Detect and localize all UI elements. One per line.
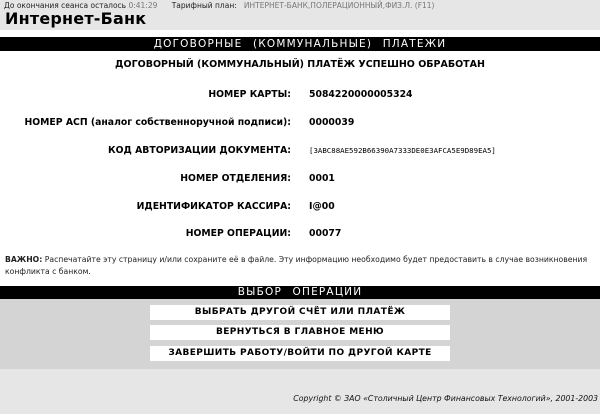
bank-title: Интернет-Банк xyxy=(5,9,147,28)
signature-number-value: 0000039 xyxy=(309,117,355,128)
cashier-id-value: I@00 xyxy=(309,201,335,212)
branch-number-label: НОМЕР ОТДЕЛЕНИЯ: xyxy=(180,173,291,184)
signature-number-label: НОМЕР АСП (аналог собственноручной подписи): xyxy=(24,117,291,128)
cashier-id-label: ИДЕНТИФИКАТОР КАССИРА: xyxy=(136,201,291,212)
session-label: До окончания сеанса осталось xyxy=(4,1,127,10)
top-bar xyxy=(0,0,600,30)
return-to-main-menu-button[interactable]: ВЕРНУТЬСЯ В ГЛАВНОЕ МЕНЮ xyxy=(150,325,450,340)
auth-code-value: [3ABC88AE592B66390A7333DE0E3AFCA5E9D89EA5] xyxy=(309,146,496,155)
operations-panel xyxy=(0,299,600,369)
card-number-label: НОМЕР КАРТЫ: xyxy=(208,89,291,100)
logout-other-card-button[interactable]: ЗАВЕРШИТЬ РАБОТУ/ВОЙТИ ПО ДРУГОЙ КАРТЕ xyxy=(150,346,450,361)
tariff-label: Тарифный план: xyxy=(171,1,237,10)
operations-title: ВЫБОР ОПЕРАЦИИ xyxy=(0,286,600,299)
copyright-text: Copyright © ЗАО «Столичный Центр Финансовых Технологий», 2001-2003 xyxy=(293,394,598,403)
session-timer: 0:41:29 xyxy=(128,1,158,10)
choose-another-account-button[interactable]: ВЫБРАТЬ ДРУГОЙ СЧЁТ ИЛИ ПЛАТЁЖ xyxy=(150,305,450,320)
branch-number-value: 0001 xyxy=(309,173,335,184)
tariff-plan-value: ИНТЕРНЕТ-БАНК,ПОЛЕРАЦИОННЫЙ,ФИЗ.Л. (F11) xyxy=(243,1,435,10)
operation-number-label: НОМЕР ОПЕРАЦИИ: xyxy=(185,228,291,239)
success-message: ДОГОВОРНЫЙ (КОММУНАЛЬНЫЙ) ПЛАТЁЖ УСПЕШНО ОБРАБОТАН xyxy=(115,59,485,70)
section-title: ДОГОВОРНЫЕ (КОММУНАЛЬНЫЕ) ПЛАТЕЖИ xyxy=(0,37,600,51)
operation-number-value: 00077 xyxy=(309,228,342,239)
important-notice xyxy=(5,254,593,278)
card-number-value: 5084220000005324 xyxy=(309,89,413,100)
notice-label: ВАЖНО: xyxy=(5,255,43,264)
footer xyxy=(0,369,600,414)
auth-code-label: КОД АВТОРИЗАЦИИ ДОКУМЕНТА: xyxy=(108,145,291,156)
notice-text: Распечатайте эту страницу и/или сохраните её в файле. Эту информацию необходимо будет предоставить в случае возникновения конфликта с банком. xyxy=(5,255,588,276)
